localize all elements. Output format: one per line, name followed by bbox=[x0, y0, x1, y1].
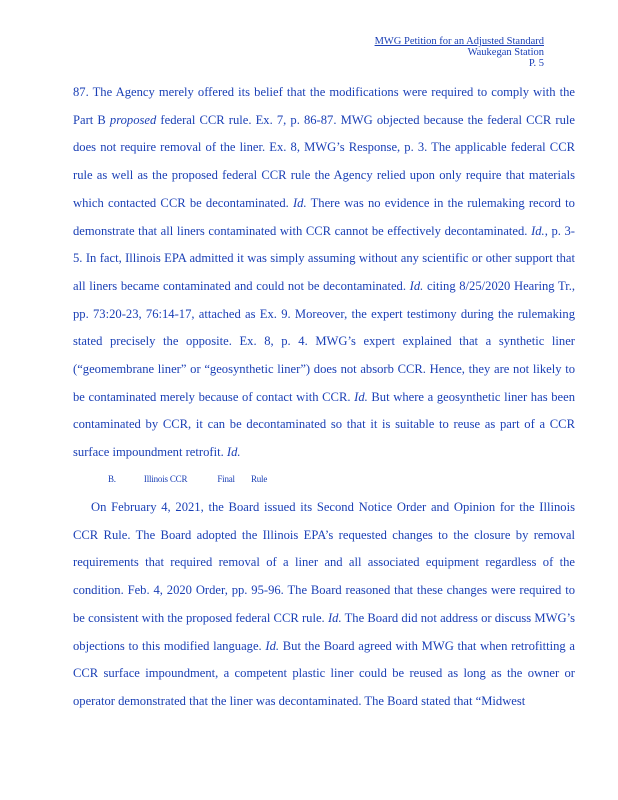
header-page-number: P. 5 bbox=[528, 58, 544, 69]
header-title: MWG Petition for an Adjusted Standard bbox=[374, 36, 544, 47]
header-station: Waukegan Station bbox=[467, 47, 544, 58]
paragraph-87-text: 87. The Agency merely offered its belief that the modifications were required to comply with the Part B proposed federal CCR rule. Ex. 7, p. 86-87. MWG objected because the federal CCR rule does not require removal of the liner. Ex. 8, MWG’s Response, p. 3. The applicable federal CCR rule as well as the proposed federal CCR rule the Agency relied upon only require that materials which contacted CCR be decontaminated. Id. There was no evidence in the rulemaking record to demonstrate that all liners contaminated with CCR cannot be effectively decontaminated. Id., p. 3-5. In fact, Illinois EPA admitted it was simply assuming without any scientific or other support that all liners became contaminated and could not be decontaminated. Id. citing 8/25/2020 Hearing Tr., pp. 73:20-23, 76:14-17, attached as Ex. 9. Moreover, the expert testimony during the rulemaking stated precisely the opposite. Ex. 8, p. 4. MWG’s expert explained that a synthetic liner (“geomembrane liner” or “geosynthetic liner”) does not absorb CCR. Hence, they are not likely to be contaminated merely because of contact with CCR. Id. But where a geosynthetic liner has been contaminated by CCR, it can be decontaminated so that it is suitable to reuse as part of a CCR surface impoundment retrofit. Id. bbox=[73, 85, 576, 460]
section-title-part-2: Final bbox=[217, 474, 235, 484]
section-title-part-3: Rule bbox=[250, 474, 268, 484]
section-heading bbox=[108, 472, 267, 486]
page-header bbox=[375, 36, 544, 69]
paragraph-87 bbox=[73, 79, 575, 467]
section-title-part-1: Illinois CCR bbox=[143, 474, 188, 484]
paragraph-final-rule-text: On February 4, 2021, the Board issued its Second Notice Order and Opinion for the Illinois CCR Rule. The Board adopted the Illinois EPA’s requested changes to the closure by removal requirements that required removal of a liner and all associated equipment regardless of the condition. Feb. 4, 2020 Order, pp. 95-96. The Board reasoned that these changes were required to be consistent with the proposed federal CCR rule. Id. The Board did not address or discuss MWG’s objections to this modified language. Id. But the Board agreed with MWG that when retrofitting a CCR surface impoundment, a competent plastic liner could be reused as long as the owner or operator demonstrated that the liner was decontaminated. The Board stated that “Midwest bbox=[73, 500, 575, 708]
paragraph-final-rule bbox=[73, 494, 575, 716]
section-letter: B. bbox=[108, 474, 116, 484]
